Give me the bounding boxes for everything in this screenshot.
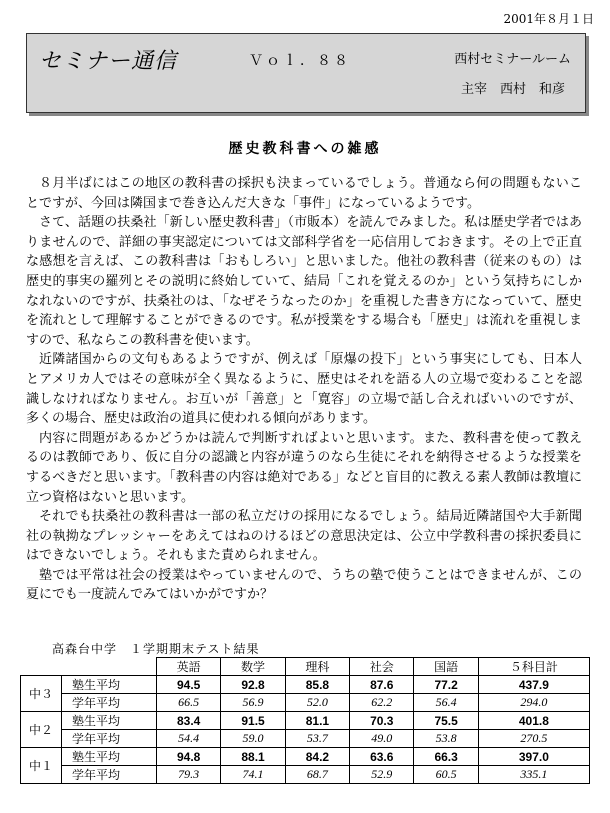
grade-label: 中３: [21, 676, 62, 712]
table-row: [21, 748, 590, 766]
score-cell: 335.1: [478, 766, 589, 784]
score-cell: 270.5: [478, 730, 589, 748]
issue-date: 2001年８月１日: [503, 12, 594, 26]
subject-header: 国語: [414, 658, 478, 676]
test-results-table: [20, 657, 590, 784]
score-cell: 94.5: [157, 676, 221, 694]
table-header-row: [21, 658, 590, 676]
subject-header: 英語: [157, 658, 221, 676]
subject-header: ５科目計: [478, 658, 589, 676]
article-paragraph: 近隣諸国からの文句もあるようですが、例えば「原爆の投下」という事実にしても、日本人とアメリカ人ではその意味が全く異なるように、歴史はそれを語る人の立場で変わることを認識しなければなりません。お互いが「善意」と「寛容」の立場で話し合えればいいのですが、多くの場合、歴史は政治の道具に使われる傾向があります。: [26, 352, 582, 427]
article-body: [26, 174, 582, 605]
subject-header: 数学: [221, 658, 285, 676]
table-corner: [21, 658, 157, 676]
score-cell: 294.0: [478, 694, 589, 712]
newsletter-header: [26, 33, 586, 113]
row-label: 塾生平均: [62, 748, 157, 766]
table-row: [21, 712, 590, 730]
grade-label: 中１: [21, 748, 62, 784]
score-cell: 87.6: [350, 676, 414, 694]
score-cell: 91.5: [221, 712, 285, 730]
table-caption: 高森台中学 １学期期末テスト結果: [52, 642, 260, 656]
score-cell: 77.2: [414, 676, 478, 694]
score-cell: 74.1: [221, 766, 285, 784]
score-cell: 88.1: [221, 748, 285, 766]
score-cell: 52.9: [350, 766, 414, 784]
score-cell: 84.2: [285, 748, 349, 766]
article-paragraph: さて、話題の扶桑社「新しい歴史教科書」（市販本）を読んでみました。私は歴史学者ではありませんので、詳細の事実認定については文部科学省を一応信用しておきます。その上で正直な感想を言えば、この教科書は「おもしろい」と思いました。他社の教科書（従来のもの）は歴史的事実の羅列とその説明に終始していて、結局「これを覚えるのか」という気持ちにしかなれないのですが、扶桑社のは、「なぜそうなったのか」を重視した書き方になっていて、歴史を流れとして理解することができるのです。私が授業をする場合も「歴史」は流れを重視しますので、私ならこの教科書を使います。: [26, 215, 582, 348]
subject-header: 社会: [350, 658, 414, 676]
score-cell: 92.8: [221, 676, 285, 694]
score-cell: 397.0: [478, 748, 589, 766]
score-cell: 85.8: [285, 676, 349, 694]
score-cell: 60.5: [414, 766, 478, 784]
score-cell: 70.3: [350, 712, 414, 730]
score-cell: 49.0: [350, 730, 414, 748]
table-row: [21, 694, 590, 712]
article-paragraph: 内容に問題があるかどうかは読んで判断すればよいと思います。また、教科書を使って教えるのは教師であり、仮に自分の認識と内容が違うのなら生徒にそれを納得させるような授業をするべきだと思います。「教科書の内容は絶対である」などと盲目的に教える素人教師は教壇に立つ資格はないと思います。: [26, 430, 582, 505]
score-cell: 62.2: [350, 694, 414, 712]
score-cell: 79.3: [157, 766, 221, 784]
score-cell: 75.5: [414, 712, 478, 730]
score-cell: 59.0: [221, 730, 285, 748]
table-row: [21, 766, 590, 784]
volume-number: Ｖｏｌ．８８: [249, 53, 351, 69]
row-label: 学年平均: [62, 730, 157, 748]
organizer-name: 主宰 西村 和彦: [460, 82, 565, 97]
score-cell: 56.9: [221, 694, 285, 712]
score-cell: 68.7: [285, 766, 349, 784]
score-cell: 81.1: [285, 712, 349, 730]
score-cell: 53.8: [414, 730, 478, 748]
article-paragraph: 塾では平常は社会の授業はやっていませんので、うちの塾で使うことはできませんが、この夏にでも一度読んでみてはいかがですか？: [26, 567, 582, 603]
newsletter-title: セミナー通信: [39, 49, 178, 74]
score-cell: 66.3: [414, 748, 478, 766]
article-title: 歴史教科書への雑感: [228, 141, 382, 157]
table-row: [21, 730, 590, 748]
score-cell: 63.6: [350, 748, 414, 766]
score-cell: 52.0: [285, 694, 349, 712]
row-label: 学年平均: [62, 694, 157, 712]
score-cell: 56.4: [414, 694, 478, 712]
row-label: 塾生平均: [62, 712, 157, 730]
organization-name: 西村セミナールーム: [454, 52, 571, 67]
score-cell: 53.7: [285, 730, 349, 748]
table-row: [21, 676, 590, 694]
grade-label: 中２: [21, 712, 62, 748]
row-label: 学年平均: [62, 766, 157, 784]
score-cell: 54.4: [157, 730, 221, 748]
article-paragraph: ８月半ばにはこの地区の教科書の採択も決まっているでしょう。普通なら何の問題もないことですが、今回は隣国まで巻き込んだ大きな「事件」になっているようです。: [26, 176, 582, 211]
score-cell: 94.8: [157, 748, 221, 766]
score-cell: 66.5: [157, 694, 221, 712]
article-paragraph: それでも扶桑社の教科書は一部の私立だけの採用になるでしょう。結局近隣諸国や大手新聞社の執拗なプレッシャーをあえてはねのけるほどの意思決定は、公立中学教科書の採択委員にはできないでしょう。それもまた責められません。: [26, 509, 582, 564]
subject-header: 理科: [285, 658, 349, 676]
score-cell: 401.8: [478, 712, 589, 730]
score-cell: 437.9: [478, 676, 589, 694]
score-cell: 83.4: [157, 712, 221, 730]
row-label: 塾生平均: [62, 676, 157, 694]
